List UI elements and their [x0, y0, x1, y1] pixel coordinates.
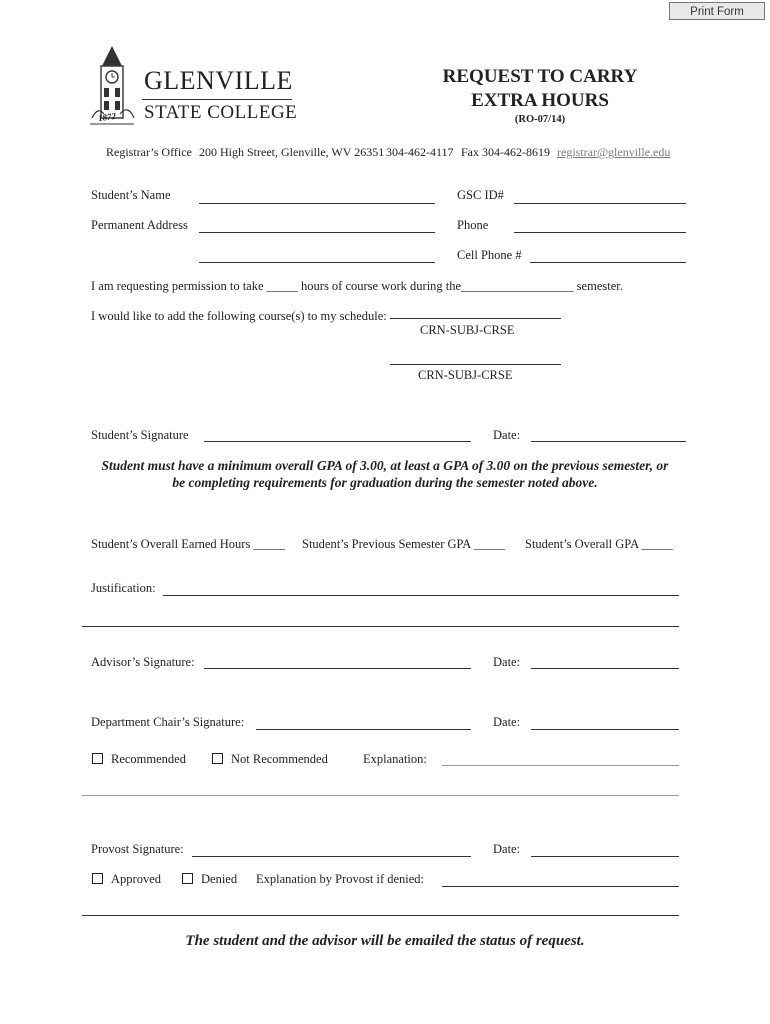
- form-code: (RO-07/14): [514, 114, 566, 125]
- course-field-1[interactable]: [390, 318, 561, 319]
- gsc-id-label: GSC ID#: [457, 188, 504, 202]
- overall-gpa-label: Student’s Overall GPA _____: [525, 537, 673, 551]
- college-logo: [88, 44, 298, 128]
- chair-explanation-field-2[interactable]: [82, 795, 679, 796]
- recommended-checkbox[interactable]: [92, 753, 103, 764]
- advisor-signature-field[interactable]: [204, 668, 471, 669]
- phone-field[interactable]: [514, 232, 686, 233]
- crn-label-2: CRN-SUBJ-CRSE: [418, 368, 513, 382]
- approved-checkbox[interactable]: [92, 873, 103, 884]
- chair-date-field[interactable]: [531, 729, 679, 730]
- provost-date-field[interactable]: [531, 856, 679, 857]
- chair-explanation-label: Explanation:: [363, 752, 427, 766]
- justification-field[interactable]: [163, 595, 679, 596]
- logo-year: 1872: [97, 110, 117, 124]
- phone-label: Phone: [457, 218, 489, 232]
- provost-explanation-label: Explanation by Provost if denied:: [256, 872, 425, 886]
- provost-signature-field[interactable]: [192, 856, 471, 857]
- logo-name-line1: GLENVILLE: [144, 66, 293, 95]
- crn-label-1: CRN-SUBJ-CRSE: [420, 323, 515, 337]
- earned-hours-label: Student’s Overall Earned Hours _____: [91, 537, 285, 551]
- student-signature-field[interactable]: [204, 441, 471, 442]
- advisor-date-field[interactable]: [531, 668, 679, 669]
- not-recommended-label: Not Recommended: [231, 752, 328, 766]
- previous-gpa-label: Student’s Previous Semester GPA _____: [302, 537, 506, 551]
- status-email-note: The student and the advisor will be emailed the status of request.: [185, 933, 585, 949]
- provost-explanation-field-2[interactable]: [82, 915, 679, 916]
- gsc-id-field[interactable]: [514, 203, 686, 204]
- advisor-signature-label: Advisor’s Signature:: [91, 655, 195, 669]
- chair-explanation-field[interactable]: [442, 765, 679, 766]
- cell-phone-field[interactable]: [530, 262, 686, 263]
- student-signature-label: Student’s Signature: [91, 428, 189, 442]
- student-name-field[interactable]: [199, 203, 435, 204]
- student-name-label: Student’s Name: [91, 188, 171, 202]
- student-date-field[interactable]: [531, 441, 686, 442]
- permanent-address-field-2[interactable]: [199, 262, 435, 263]
- office-address: 200 High Street, Glenville, WV 26351: [199, 145, 385, 159]
- justification-label: Justification:: [91, 581, 156, 595]
- denied-checkbox[interactable]: [182, 873, 193, 884]
- gpa-requirement-line2: be completing requirements for graduation during the semester noted above.: [172, 475, 598, 490]
- student-date-label: Date:: [493, 428, 521, 442]
- office-phone: 304-462-4117: [386, 145, 454, 159]
- not-recommended-checkbox[interactable]: [212, 753, 223, 764]
- provost-signature-label: Provost Signature:: [91, 842, 184, 856]
- permanent-address-field[interactable]: [199, 232, 435, 233]
- approved-label: Approved: [111, 872, 161, 886]
- justification-field-2[interactable]: [82, 626, 679, 627]
- advisor-date-label: Date:: [493, 655, 521, 669]
- registrar-email-link[interactable]: registrar@glenville.edu: [557, 145, 671, 159]
- print-form-button[interactable]: Print Form: [669, 2, 765, 20]
- denied-label: Denied: [201, 872, 238, 886]
- form-title-line2: EXTRA HOURS: [471, 90, 609, 111]
- schedule-intro: I would like to add the following course(s) to my schedule:: [91, 309, 387, 323]
- registrar-office: Registrar’s Office: [106, 145, 192, 159]
- logo-name-line2: STATE COLLEGE: [144, 102, 298, 123]
- provost-date-label: Date:: [493, 842, 521, 856]
- recommended-label: Recommended: [111, 752, 186, 766]
- request-hours-text: I am requesting permission to take _____ hours of course work during the__________________ semester.: [91, 279, 623, 293]
- gpa-requirement-line1: Student must have a minimum overall GPA of 3.00, at least a GPA of 3.00 on the previous semester, or: [101, 458, 669, 473]
- chair-signature-label: Department Chair’s Signature:: [91, 715, 245, 729]
- form-title-line1: REQUEST TO CARRY: [442, 66, 638, 87]
- office-fax: Fax 304-462-8619: [461, 145, 550, 159]
- permanent-address-label: Permanent Address: [91, 218, 188, 232]
- chair-signature-field[interactable]: [256, 729, 471, 730]
- provost-explanation-field[interactable]: [442, 886, 679, 887]
- course-field-2[interactable]: [390, 364, 561, 365]
- chair-date-label: Date:: [493, 715, 521, 729]
- cell-phone-label: Cell Phone #: [457, 248, 522, 262]
